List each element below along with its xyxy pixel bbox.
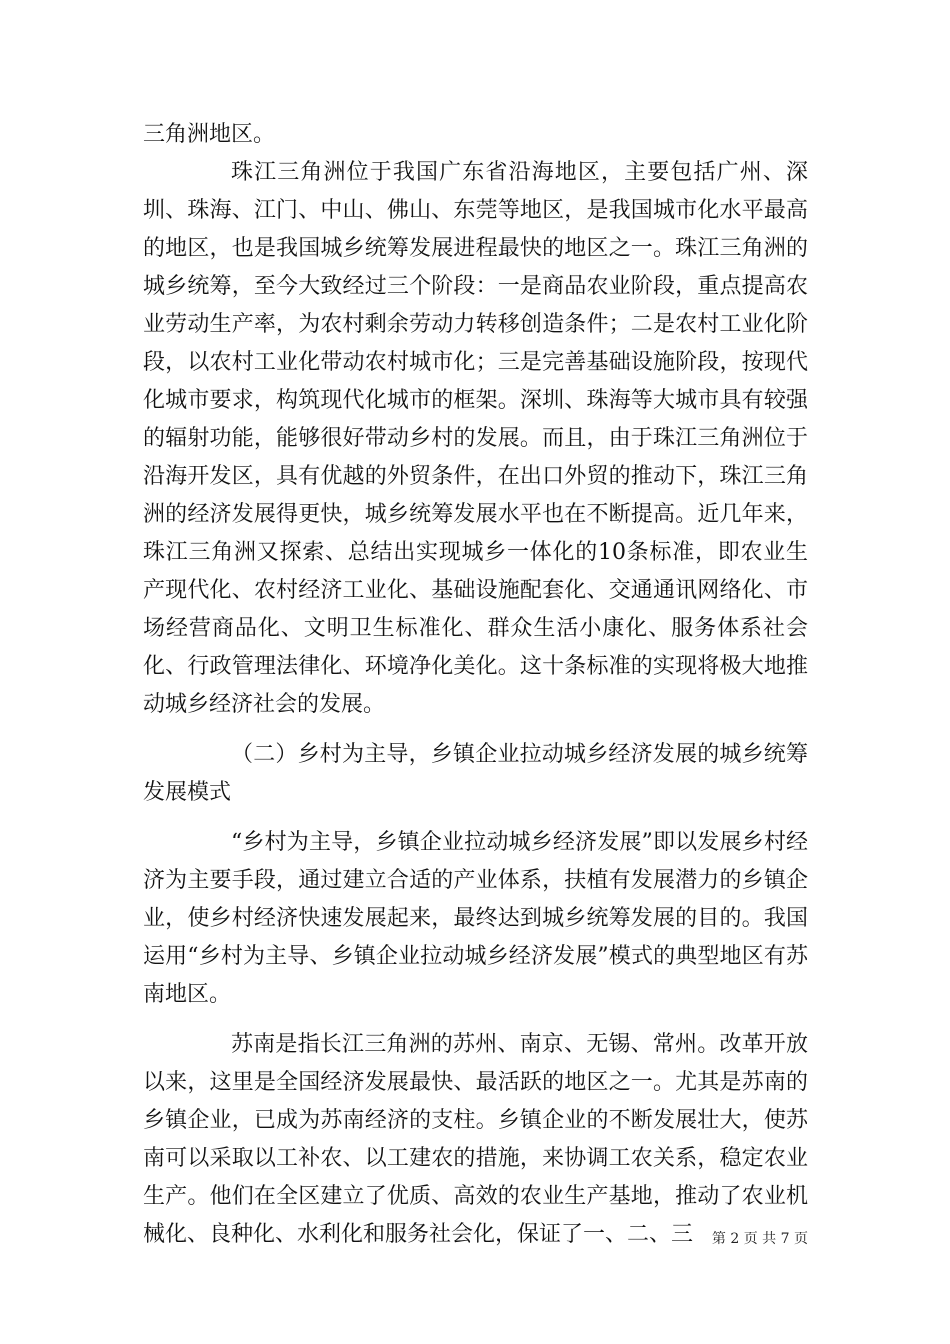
paragraph-pearl-river-delta: 珠江三角洲位于我国广东省沿海地区，主要包括广州、深圳、珠海、江门、中山、佛山、东莞等地区，是我国城市化水平最高的地区，也是我国城乡统筹发展进程最快的地区之一。珠江三角洲的城乡统筹，至今大致经过三个阶段：一是商品农业阶段，重点提高农业劳动生产率，为农村剩余劳动力转移创造条件；二是农村工业化阶段，以农村工业化带动农村城市化；三是完善基础设施阶段，按现代化城市要求，构筑现代化城市的框架。深圳、珠海等大城市具有较强的辐射功能，能够很好带动乡村的发展。而且，由于珠江三角洲位于沿海开发区，具有优越的外贸条件，在出口外贸的推动下，珠江三角洲的经济发展得更快，城乡统筹发展水平也在不断提高。近几年来，珠江三角洲又探索、总结出实现城乡一体化的10条标准，即农业生产现代化、农村经济工业化、基础设施配套化、交通通讯网络化、市场经营商品化、文明卫生标准化、群众生活小康化、服务体系社会化、行政管理法律化、环境净化美化。这十条标准的实现将极大地推动城乡经济社会的发展。 bbox=[143, 160, 808, 717]
document-body bbox=[143, 116, 808, 1254]
paragraph-continuation: 三角洲地区。 bbox=[143, 122, 276, 147]
page-number: 第 2 页 共 7 页 bbox=[711, 1231, 808, 1247]
section-heading-rural-led-model: （二）乡村为主导，乡镇企业拉动城乡经济发展的城乡统筹发展模式 bbox=[143, 742, 808, 805]
paragraph-southern-jiangsu: 苏南是指长江三角洲的苏州、南京、无锡、常州。改革开放以来，这里是全国经济发展最快、最活跃的地区之一。尤其是苏南的乡镇企业，已成为苏南经济的支柱。乡镇企业的不断发展壮大，使苏南可以采取以工补农、以工建农的措施，来协调工农关系，稳定农业生产。他们在全区建立了优质、高效的农业生产基地，推动了农业机械化、良种化、水利化和服务社会化，保证了一、二、三 bbox=[143, 1032, 808, 1247]
paragraph-rural-led-definition: “乡村为主导，乡镇企业拉动城乡经济发展”即以发展乡村经济为主要手段，通过建立合适的产业体系，扶植有发展潜力的乡镇企业，使乡村经济快速发展起来，最终达到城乡统筹发展的目的。我国运用“乡村为主导、乡镇企业拉动城乡经济发展”模式的典型地区有苏南地区。 bbox=[143, 830, 808, 1007]
